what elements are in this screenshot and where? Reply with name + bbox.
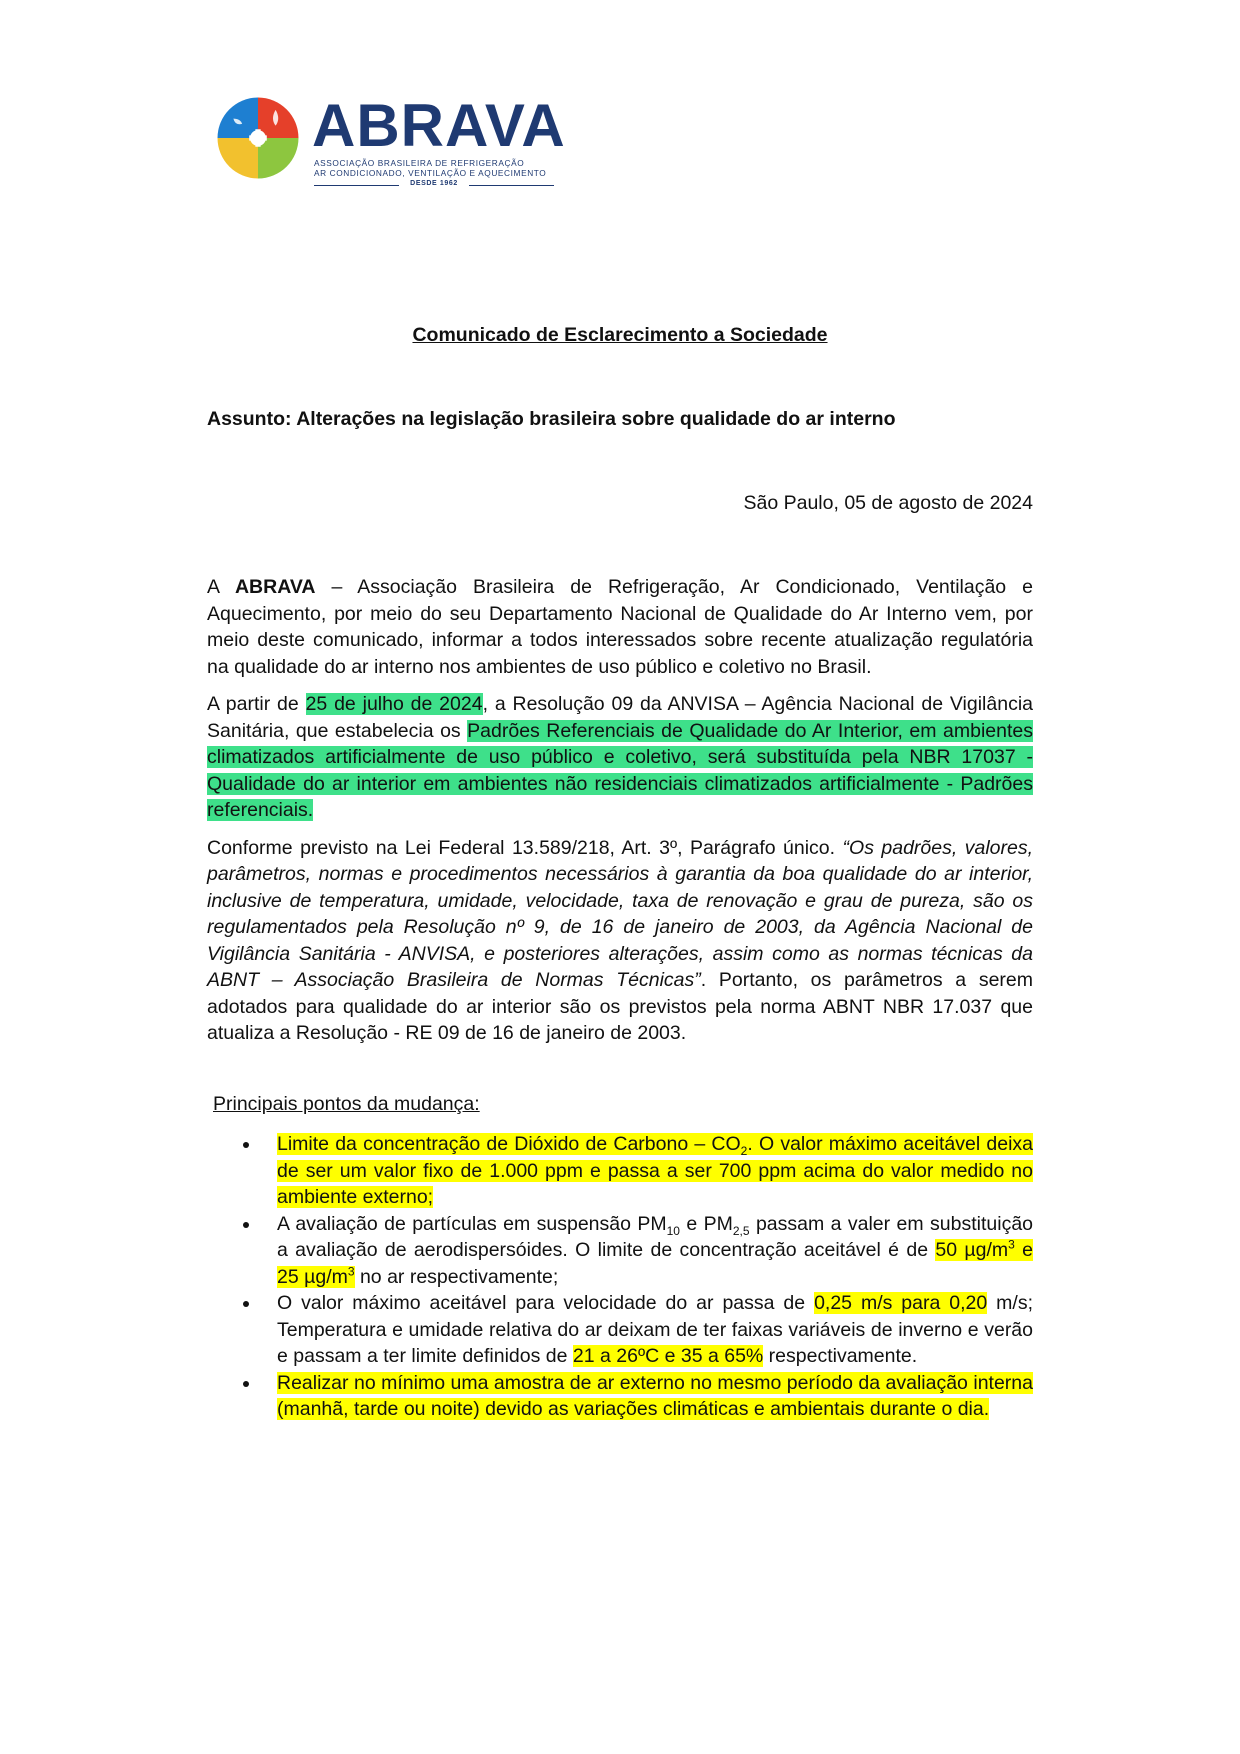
- change-points-list: [207, 1131, 1033, 1423]
- abrava-emblem-icon: [214, 94, 302, 182]
- paragraph-law: [207, 835, 1033, 1047]
- document-title: Comunicado de Esclarecimento a Sociedade: [412, 324, 828, 346]
- superscript: 3: [347, 1264, 355, 1278]
- bullet-icon: [243, 1142, 249, 1148]
- list-item: [207, 1211, 1033, 1291]
- list-item: [207, 1370, 1033, 1423]
- highlight-text: 21 a 26ºC e 35 a 65%: [572, 1345, 764, 1367]
- point-text: 50 µg/m: [935, 1239, 1009, 1261]
- para-text: – Associação Brasileira de Refrigeração, Ar Condicionado, Ventilação e Aquecimento, por meio do seu Departamento Nacional de Qualidade do Ar Interno vem, por meio deste comunicado, informar a todos interessados sobre recente atualização regulatória na qualidade do ar interno nos ambientes de uso público e coletivo no Brasil.: [207, 576, 1034, 678]
- bullet-icon: [243, 1301, 249, 1307]
- org-name: ABRAVA: [234, 576, 316, 598]
- highlight-date: 25 de julho de 2024: [305, 693, 483, 715]
- bullet-icon: [243, 1381, 249, 1387]
- highlight-text: Realizar no mínimo uma amostra de ar externo no mesmo período da avaliação interna (manhã, tarde ou noite) devido as variações climáticas e ambientais durante o dia.: [277, 1371, 1033, 1420]
- point-text: no ar respectivamente;: [354, 1265, 559, 1288]
- point-text: respectivamente.: [763, 1345, 918, 1367]
- paragraph-regulation: [207, 691, 1033, 824]
- point-text: . O valor máximo aceitável deixa de ser um valor fixo de 1.000 ppm e passa a ser 700 ppm acima do valor medido no ambiente externo;: [277, 1133, 1034, 1208]
- subscript: 10: [666, 1223, 680, 1238]
- highlight-standard: Padrões Referenciais de Qualidade do Ar Interior, em ambientes climatizados artificialmente de uso público e coletivo, será substituída pela NBR 17037 - Qualidade do ar interior em ambientes não residenciais climatizados artificialmente - Padrões referenciais.: [207, 719, 1033, 821]
- point-text: e 25 µg/m: [277, 1239, 1033, 1288]
- dateline: São Paulo, 05 de agosto de 2024: [743, 492, 1033, 514]
- para-text: A: [207, 576, 235, 598]
- bullet-icon: [243, 1222, 249, 1228]
- highlight-text: [277, 1133, 1033, 1208]
- point-text: e PM: [679, 1212, 733, 1235]
- highlight-text: 0,25 m/s para 0,20: [814, 1292, 988, 1314]
- list-item: [207, 1290, 1033, 1370]
- point-text: O valor máximo aceitável para velocidade do ar passa de: [277, 1292, 815, 1314]
- subscript: 2,5: [732, 1223, 750, 1238]
- point-text: m/s; Temperatura e umidade relativa do ar deixam de ter faixas variáveis de inverno e verão e passam a ter limite definidos de: [277, 1292, 1034, 1367]
- point-text: Limite da concentração de Dióxido de Carbono – CO: [277, 1133, 741, 1155]
- logo-subtitle-line2: AR CONDICIONADO, VENTILAÇÃO E AQUECIMENTO: [314, 168, 547, 178]
- point-text: passam a valer em substituição a avaliação de aerodispersóides. O limite de concentração aceitável é de: [277, 1212, 1034, 1261]
- subscript: 2: [740, 1143, 748, 1158]
- para-text: Conforme previsto na Lei Federal 13.589/218, Art. 3º, Parágrafo único.: [207, 836, 843, 859]
- document-body: [207, 574, 1033, 1423]
- para-text: . Portanto, os parâmetros a serem adotados para qualidade do ar interior são os previstos pela norma ABNT NBR 17.037 que atualiza a Resolução - RE 09 de 16 de janeiro de 2003.: [207, 969, 1033, 1044]
- section-heading: Principais pontos da mudança:: [213, 1092, 480, 1115]
- point-text: A avaliação de partículas em suspensão PM: [277, 1212, 667, 1235]
- list-item: [207, 1131, 1033, 1211]
- para-text: , a Resolução 09 da ANVISA – Agência Nacional de Vigilância Sanitária, que estabelecia os: [207, 693, 1033, 742]
- superscript: 3: [1008, 1237, 1015, 1252]
- abrava-logo: [214, 92, 566, 202]
- paragraph-intro: [207, 574, 1033, 680]
- law-quote: “Os padrões, valores, parâmetros, normas e procedimentos necessários à garantia da boa qualidade do ar interior, inclusive de temperatura, umidade, velocidade, taxa de renovação e grau de pureza, são os regulamentados pela Resolução nº 9, de 16 de janeiro de 2003, da Agência Nacional de Vigilância Sanitária - ANVISA, e posteriores alterações, assim como as normas técnicas da ABNT – Associação Brasileira de Normas Técnicas”: [207, 836, 1034, 991]
- logo-since: DESDE 1962: [314, 180, 554, 192]
- logo-name: ABRAVA: [312, 92, 566, 159]
- document-subject: Assunto: Alterações na legislação brasileira sobre qualidade do ar interno: [207, 408, 896, 430]
- logo-subtitle-line1: ASSOCIAÇÃO BRASILEIRA DE REFRIGERAÇÃO: [314, 158, 525, 168]
- logo-subtitle: [314, 158, 554, 178]
- para-text: A partir de: [207, 693, 306, 715]
